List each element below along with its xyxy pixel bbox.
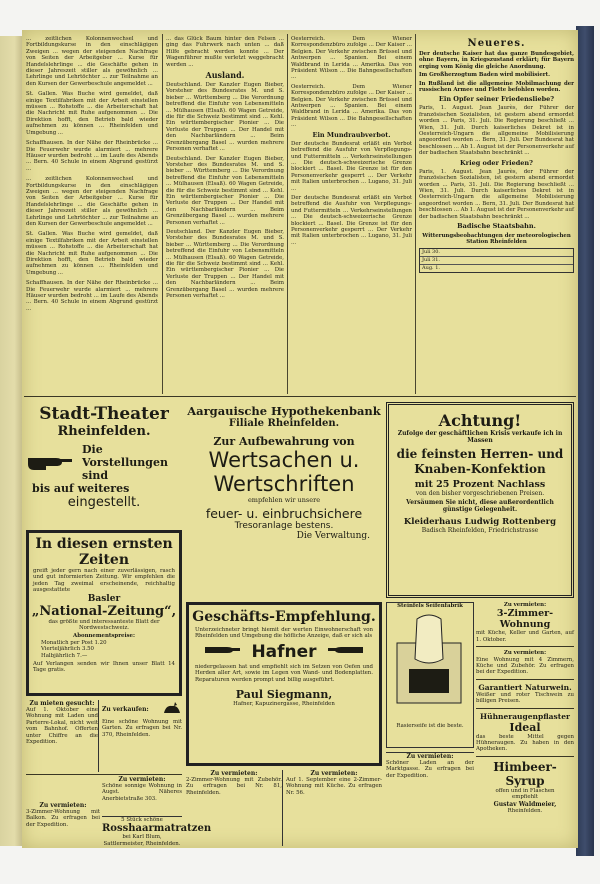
theater-ad — [26, 400, 182, 528]
achtung-line-5: Versäumen Sie nicht, diese außerordentlich günstige Gelegenheit. — [406, 499, 554, 513]
soap-ad — [386, 602, 474, 748]
small-ad-verkaufen — [102, 700, 182, 772]
theater-notice-row — [26, 443, 182, 482]
zeiten-sub: das größte und interessanteste Blatt der Nordwestschweiz. — [48, 618, 160, 632]
hafner-ad — [186, 602, 382, 766]
small-ad-text: 3-Zimmer-Wohnung mit Balkon. Zu erfragen bei der Expedition. — [26, 809, 100, 828]
theater-town: Rheinfelden. — [57, 424, 151, 439]
theater-line-2: bis auf weiteres — [32, 482, 130, 495]
rosshaar-ad — [102, 816, 212, 857]
geschaeft-sign-1: Paul Siegmann, — [235, 688, 333, 702]
bank-title: Aargauische Hypothekenbank — [187, 404, 381, 418]
achtung-line-4: von den bisher vorgeschriebenen Preisen. — [415, 490, 545, 497]
himbeer-line-3: Gustav Waldmeier, — [493, 800, 557, 808]
news-headline-1: Der deutsche Kaiser hat das ganze Bundesgebiet, ohne Bayern, in Kriegszustand erklärt; für Bayern erging vom König die gleiche Anordnung. — [419, 51, 574, 70]
mundraub-heading: Ein Mundraubverbot. — [312, 130, 391, 139]
col2-top-text: ... das Glück Baum hinter den Felsen ... ging das Fuhrwerk nach unten ... daß Hilfe gebracht werden konnte ... Der Wagenführer mußte verletzt weggebracht werden ... — [166, 36, 284, 68]
col4-body-text-cont: Paris, 1. August. Jean Jaurès, der Führer der französischen Sozialisten, ist gestern abend ermordet worden ... Paris, 31. Juli. Die Regierung beschließt ... Wien, 31. Juli. Durch kaiserliches Dekret ist in Oesterreich-Ungarn die allgemeine Mobilisierung angeordnet worden ... Bern, 31. Juli. Der Bundesrat hat beschlossen ... Ab 1. August ist der Personenverkehr auf der badischen Staatsbahn beschränkt ... — [419, 168, 574, 220]
himbeer-line-1: offen und in Flaschen — [495, 787, 555, 794]
theater-line-3: eingestellt. — [67, 495, 141, 510]
col1-bottom-text: Schaffhausen. In der Nähe der Rheinbrücke ... Die Feuerwehr wurde alarmiert ... mehrere Häuser wurden bedroht ... im Laufe des Abends ... Bern. 40 Schule in einem Abgrund gestürzt ... — [26, 140, 158, 172]
weather-row: Aug. 1. — [422, 264, 440, 271]
small-ad-title: Zu vermieten: — [39, 802, 87, 809]
left-page-edge — [0, 36, 24, 846]
achtung-line-2: die feinsten Herren- und Knaben-Konfektion — [396, 447, 564, 476]
small-ad-vermieten-1 — [102, 776, 182, 814]
small-ad-title: Zu vermieten: — [503, 650, 547, 657]
zeiten-body: greift jeder gern nach einer zuverlässigen, rasch und gut informierten Zeitung. Wir empfehlen die jeden Tag zweimal erscheinende, reichhaltig ausgestattete — [33, 568, 175, 594]
small-ad-title: Zu vermieten: — [406, 753, 454, 760]
small-ad-text: Auf 1. September eine 2-Zimmer-Wohnung mit Küche. Zu erfragen Nr. 56. — [286, 777, 382, 796]
pointing-hand-right-icon — [205, 642, 241, 661]
bank-line-3: Wertschriften — [213, 472, 355, 496]
achtung-ad — [386, 402, 574, 598]
zeiten-prices-title: Abonnementspreise: — [73, 633, 135, 640]
zeiten-title: In diesen ernsten Zeiten — [35, 536, 173, 568]
bank-line-4: empfehlen wir unsere — [247, 496, 321, 504]
col3-top-text: Oesterreich. Dem Wiener Korrespondenzbüro zufolge ... Der Kaiser ... Belgien. Der Verkehr zwischen Brüssel und Antwerpen ... Spanien. Bei einem Waldbrand in Lerida ... Amerika. Das von Präsident Wilson ... Die Bahngesellschaften ... — [291, 36, 412, 81]
hueneraugen-name: Ideal — [509, 720, 541, 734]
col1-mid-text: St. Gallen. Was Buche wird gemeldet, daß einige Textilfabriken mit der Arbeit einstellen müssen ... Rohstoffe ... die Arbeiterschaft hat die Nachricht mit Ruhe aufgenommen ... Die Direktion hofft, den Betrieb bald wieder aufnehmen zu können ... Rheinfelden und Umgebung ... — [26, 91, 158, 136]
pointing-hand-left-icon — [327, 642, 363, 661]
weather-row: Juli 30. — [420, 249, 573, 257]
bank-branch: Filiale Rheinfelden. — [228, 418, 340, 429]
theater-title: Stadt-Theater — [39, 404, 169, 424]
bank-line-1: Zur Aufbewahrung von — [213, 435, 355, 448]
weather-table — [419, 248, 574, 273]
book-binding-edge — [576, 26, 594, 856]
news-subhead-6: Badische Staatsbahn. — [457, 221, 536, 230]
zeiten-foot: Auf Verlangen senden wir Ihnen unser Blatt 14 Tage gratis. — [33, 661, 175, 674]
natur-text: Weißer und roter Tischwein zu billigen Preisen. — [476, 691, 574, 705]
col2-body-text: Deutschland. Der Kanzler Eugen Bieber, Vorsteher des Bundesrates M. und S. bieber ... Württemberg ... Die Verordnung betreffend die Einfuhr von Lebensmitteln ... Mülhausen (Elsaß). 60 Wagen Getreide, die für die Schweiz bestimmt sind ... Kehl. Ein württembergischer Pionier ... Die Verluste der Truppen ... Der Handel mit den Nachbarländern ... Beim Grenzübergang Basel ... wurden mehrere Personen verhaftet ... — [166, 82, 284, 153]
small-ad-title: Zu vermieten: — [310, 770, 358, 777]
col3-body-text-cont: Der deutsche Bundesrat erläßt ein Verbot betreffend die Ausfuhr von Verpflegungs- und Futtermitteln ... Verkehrseinstellungen ... Die deutsch-schweizerische Grenze blockiert ... Basel. Die Grenze ist für den Personenverkehr gesperrt ... Der Verkehr mit Italien unterbrochen ... Lugano, 31. Juli ... — [291, 194, 412, 246]
col1-mid-text-cont: St. Gallen. Was Buche wird gemeldet, daß einige Textilfabriken mit der Arbeit einstellen müssen ... Rohstoffe ... die Arbeiterschaft hat die Nachricht mit Ruhe aufgenommen ... Die Direktion hofft, den Betrieb bald wieder aufnehmen zu können ... Rheinfelden und Umgebung ... — [26, 231, 158, 276]
wohnung3-title: Zu vermieten: — [503, 602, 547, 608]
hueneraugen-text: das beste Mittel gegen Hühneraugen. Zu haben in den Apotheken. — [476, 733, 574, 753]
col4-body-text: Paris, 1. August. Jean Jaurès, der Führer der französischen Sozialisten, ist gestern abend ermordet worden ... Paris, 31. Juli. Die Regierung beschließt ... Wien, 31. Juli. Durch kaiserliches Dekret ist in Oesterreich-Ungarn die allgemeine Mobilisierung angeordnet worden ... Bern, 31. Juli. Der Bundesrat hat beschlossen ... Ab 1. August ist der Personenverkehr auf der badischen Staatsbahn beschränkt ... — [419, 105, 574, 157]
col2-body-text-cont2: Deutschland. Der Kanzler Eugen Bieber, Vorsteher des Bundesrates M. und S. bieber ... Württemberg ... Die Verordnung betreffend die Einfuhr von Lebensmitteln ... Mülhausen (Elsaß). 60 Wagen Getreide, die für die Schweiz bestimmt sind ... Kehl. Ein württembergischer Pionier ... Die Verluste der Truppen ... Der Handel mit den Nachbarländern ... Beim Grenzübergang Basel ... wurden mehrere Personen verhaftet ... — [166, 228, 284, 300]
weather-title: Witterungsbeobachtungen der meteorologischen Station Rheinfelden — [422, 232, 571, 246]
bank-ad — [184, 400, 384, 600]
col1-top-text-cont: ... zeitlichen Kolonnenwechsel und Fortbildungskurse in den einschlägigen Zweigen ... wegen der steigenden Nachfrage von Seiten der Arbeitgeber ... Kurse für Handelslehrlinge ... die Geschäfte gehen in dieser Jahreszeit stiller als gewöhnlich ... Lehrlinge und Lehrtöchter ... zur Teilnahme an den Kursen der Gewerbeschule angemeldet ... — [26, 176, 158, 227]
news-subhead-4: Ein Opfer seiner Friedensliebe? — [438, 95, 555, 104]
achtung-sign-2: Badisch Rheinfelden, Friedrichstrasse — [421, 527, 539, 534]
small-ad-text: Auf 1. Oktober eine Wohnung mit Laden und Parterre-Lokal, nicht weit vom Bahnhof. Offerten unter Chiffre an die Expedition. — [26, 707, 98, 746]
geschaeft-body: Unterzeichneter bringt hiemit der werten Einwohnerschaft von Rheinfelden und Umgebung die höfliche Anzeige, daß er sich als — [195, 627, 373, 640]
col1-top-text: ... zeitlichen Kolonnenwechsel und Fortbildungskurse in den einschlägigen Zweigen ... wegen der steigenden Nachfrage von Seiten der Arbeitgeber ... Kurse für Handelslehrlinge ... die Geschäfte gehen in dieser Jahreszeit stiller als gewöhnlich ... Lehrlinge und Lehrtöchter ... zur Teilnahme an den Kursen der Gewerbeschule angemeldet ... — [26, 36, 158, 87]
rosshaar-line-2: Rosshaarmatratzen — [102, 823, 212, 835]
rosshaar-line-3: bei Karl Blum, Sattlermeister, Rheinfelden. — [103, 834, 181, 847]
small-ad-text: Eine schöne Wohnung mit Garten. Zu erfragen bei Nr. 370, Rheinfelden. — [102, 719, 182, 738]
soap-title: Steinfels Seifenfabrik — [397, 603, 463, 609]
rosshaar-line-1: 5 Stück schöne — [121, 817, 163, 823]
small-ad-text: Eine Wohnung mit 4 Zimmern, Küche und Zubehör. Zu erfragen bei der Expedition. — [476, 656, 574, 676]
achtung-line-1: Zufolge der geschäftlichen Krisis verkaufe ich in Massen — [397, 430, 563, 444]
zeiten-name-1: Basler — [87, 593, 121, 604]
himbeer-title: Himbeer-Syrup — [493, 759, 557, 788]
news-headline-2: Im Großherzogtum Baden wird mobilisiert. — [419, 72, 550, 79]
news-subhead-5: Krieg oder Frieden? — [460, 158, 533, 167]
achtung-sign-1: Kleiderhaus Ludwig Rottenberg — [403, 517, 557, 527]
small-ad-laden — [386, 752, 474, 847]
geschaeft-sign-2: Hafner, Kapuzinergasse, Rheinfelden — [233, 701, 335, 708]
achtung-line-3: mit 25 Prozent Nachlass — [414, 479, 546, 490]
small-ad-title: Zu vermieten: — [118, 776, 166, 783]
bank-signature: Die Verwaltung. — [296, 531, 370, 541]
achtung-title: Achtung! — [438, 411, 522, 430]
wohnung3-line-2: mit Küche, Keller und Garten, auf 1. Oktober. — [476, 630, 574, 643]
ausland-heading: Ausland. — [205, 70, 245, 81]
small-ad-title: Zu mieten gesucht: — [29, 700, 95, 707]
bank-line-5: feuer- u. einbruchsichere — [205, 506, 363, 521]
theater-line-1: Die Vorstellungen sind — [82, 443, 168, 482]
hand-soap-illustration — [387, 609, 471, 719]
small-ad-title: Zu verkaufen: — [102, 706, 149, 713]
newspaper-page — [22, 30, 578, 848]
cat-icon — [162, 700, 182, 719]
zeiten-price: Halbjährlich 7.— — [41, 652, 88, 659]
zeiten-name-2: „National-Zeitung“, — [31, 603, 177, 619]
small-ad-vermieten-2 — [26, 802, 100, 854]
pointing-hand-icon — [26, 450, 74, 476]
bank-line-6: Tresoranlage bestens. — [234, 521, 334, 531]
himbeer-line-2: empfiehlt — [512, 794, 538, 801]
small-ad-text: 2-Zimmer-Wohnung mit Zubehör. Zu erfragen bei Nr. 81, Rheinfelden. — [186, 777, 282, 796]
weather-row: Juli 31. — [420, 257, 573, 265]
small-ad-title: Zu vermieten: — [210, 770, 258, 777]
small-ad-text: Schöne sonnige Wohnung in Augst. Näheres Anerbietstraße 303. — [102, 783, 182, 802]
neueres-heading: Neueres. — [467, 38, 526, 49]
news-headline-3: In Rußland ist die allgemeine Mobilmachung der russischen Armee und Flotte befohlen worden. — [419, 80, 574, 94]
column-1 — [26, 36, 158, 394]
zeiten-price: Monatlich per Post 1.20 — [41, 639, 107, 646]
hueneraugen-title: Hühneraugenpflaster — [480, 711, 570, 721]
small-ad-vermieten-4 — [286, 770, 382, 846]
himbeer-line-4: Rheinfelden. — [507, 807, 543, 814]
hafner-trade: Hafner — [251, 641, 317, 662]
natur-title: Garantiert Naturwein. — [478, 682, 572, 692]
small-ad-gesucht — [26, 700, 99, 772]
geschaeft-body-2: niedergelassen hat und empfiehlt sich im Setzen von Oefen und Herden aller Art, sowie im Legen von Wand- und Bodenplatten. Reparaturen werden prompt und billig ausgeführt. — [195, 663, 373, 683]
zeiten-price: Vierteljährlich 3.50 — [41, 646, 94, 653]
col3-body-text: Der deutsche Bundesrat erläßt ein Verbot betreffend die Ausfuhr von Verpflegungs- und Futtermitteln ... Verkehrseinstellungen ... Die deutsch-schweizerische Grenze blockiert ... Basel. Die Grenze ist für den Personenverkehr gesperrt ... Der Verkehr mit Italien unterbrochen ... Lugano, 31. Juli ... — [291, 140, 412, 192]
col3-top-text-cont: Oesterreich. Dem Wiener Korrespondenzbüro zufolge ... Der Kaiser ... Belgien. Der Verkehr zwischen Brüssel und Antwerpen ... Spanien. Bei einem Waldbrand in Lerida ... Amerika. Das von Präsident Wilson ... Die Bahngesellschaften ... — [291, 83, 412, 129]
right-ads-column — [476, 602, 574, 846]
hafner-row — [189, 642, 379, 662]
col1-bottom-text-cont: Schaffhausen. In der Nähe der Rheinbrücke ... Die Feuerwehr wurde alarmiert ... mehrere Häuser wurden bedroht ... im Laufe des Abends ... Bern. 40 Schule in einem Abgrund gestürzt ... — [26, 280, 158, 312]
column-2 — [166, 36, 284, 394]
col2-body-text-cont: Deutschland. Der Kanzler Eugen Bieber, Vorsteher des Bundesrates M. und S. bieber ... Württemberg ... Die Verordnung betreffend die Einfuhr von Lebensmitteln ... Mülhausen (Elsaß). 60 Wagen Getreide, die für die Schweiz bestimmt sind ... Kehl. Ein württembergischer Pionier ... Die Verluste der Truppen ... Der Handel mit den Nachbarländern ... Beim Grenzübergang Basel ... wurden mehrere Personen verhaftet ... — [166, 155, 284, 226]
wohnung3-line-1: 3-Zimmer-Wohnung — [496, 608, 554, 631]
geschaeft-title: Geschäfts-Empfehlung. — [192, 609, 376, 625]
soap-text: Rasierseife ist die beste. — [396, 723, 464, 730]
small-ad-text: Schöner Laden an der Marktgasse. Zu erfragen bei der Expedition. — [386, 760, 474, 779]
column-4 — [419, 36, 574, 394]
column-3 — [291, 36, 412, 394]
national-zeitung-ad — [26, 530, 182, 696]
small-ad-vermieten-3 — [186, 770, 283, 846]
bank-line-2: Wertsachen u. — [208, 448, 360, 472]
